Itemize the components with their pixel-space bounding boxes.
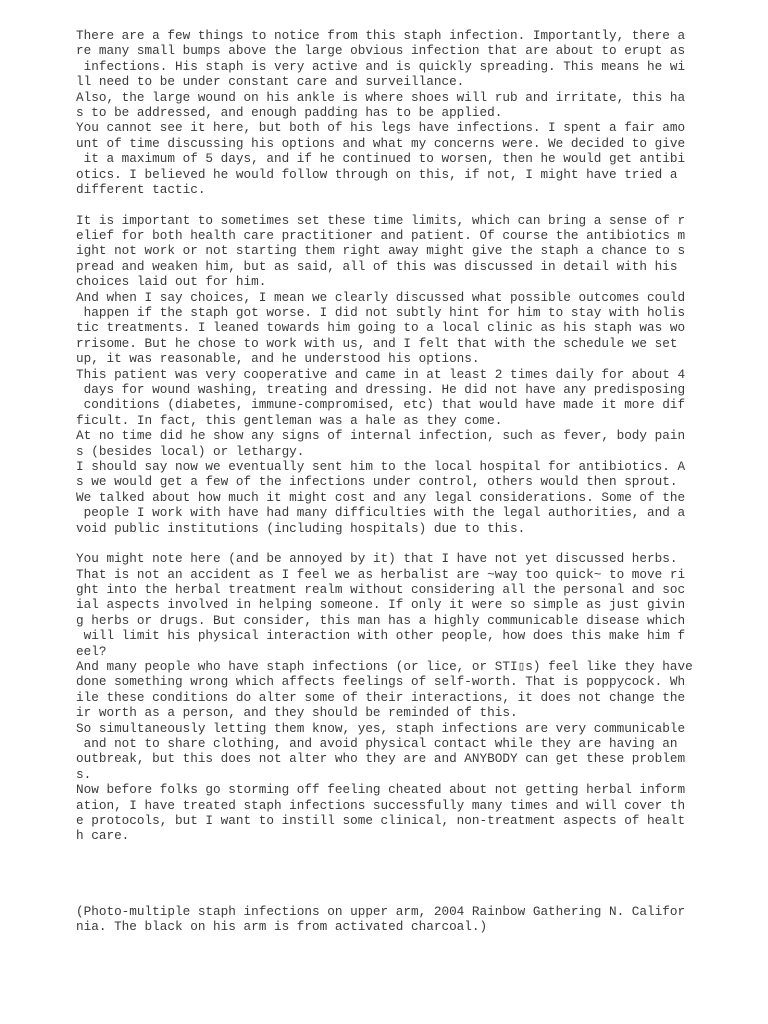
- text-line: I should say now we eventually sent him to the local hospital for antibiotics. A: [76, 458, 686, 474]
- paragraph-gap: [76, 536, 716, 551]
- text-line: Now before folks go storming off feeling cheated about not getting herbal inform: [76, 782, 686, 798]
- text-line: different tactic.: [76, 181, 206, 197]
- text-line: At no time did he show any signs of internal infection, such as fever, body pain: [76, 428, 686, 444]
- text-line: people I work with have had many difficulties with the legal authorities, and a: [76, 505, 686, 521]
- body-text: [76, 28, 716, 844]
- text-line: ght into the herbal treatment realm without considering all the personal and soc: [76, 582, 686, 598]
- text-line: happen if the staph got worse. I did not subtly hint for him to stay with holis: [76, 305, 686, 321]
- text-line: ation, I have treated staph infections successfully many times and will cover th: [76, 797, 686, 813]
- text-line: There are a few things to notice from this staph infection. Importantly, there a: [76, 28, 686, 43]
- text-line: And when I say choices, I mean we clearly discussed what possible outcomes could: [76, 289, 686, 305]
- text-line: done something wrong which affects feelings of self-worth. That is poppycock. Wh: [76, 674, 686, 690]
- text-line: s.: [76, 766, 92, 782]
- text-line: and not to share clothing, and avoid physical contact while they are having an: [76, 735, 678, 751]
- text-line: ight not work or not starting them right away might give the staph a chance to s: [76, 243, 686, 259]
- text-line: ial aspects involved in helping someone. If only it were so simple as just givin: [76, 597, 686, 613]
- text-line: ir worth as a person, and they should be reminded of this.: [76, 705, 518, 721]
- text-line: unt of time discussing his options and what my concerns were. We decided to give: [76, 135, 686, 151]
- caption-line: nia. The black on his arm is from activated charcoal.): [76, 919, 488, 935]
- text-line: g herbs or drugs. But consider, this man has a highly communicable disease which: [76, 612, 686, 628]
- text-line: You might note here (and be annoyed by it) that I have not yet discussed herbs.: [76, 551, 678, 567]
- text-line: Also, the large wound on his ankle is where shoes will rub and irritate, this ha: [76, 89, 686, 105]
- text-line: You cannot see it here, but both of his legs have infections. I spent a fair amo: [76, 120, 686, 136]
- text-line: elief for both health care practitioner and patient. Of course the antibiotics m: [76, 228, 686, 244]
- text-line: rrisome. But he chose to work with us, and I felt that with the schedule we set: [76, 335, 678, 351]
- text-line: days for wound washing, treating and dressing. He did not have any predisposing: [76, 381, 686, 397]
- photo-caption: [76, 904, 716, 935]
- text-line: otics. I believed he would follow through on this, if not, I might have tried a: [76, 166, 678, 182]
- text-line: void public institutions (including hospitals) due to this.: [76, 520, 526, 536]
- text-line: choices laid out for him.: [76, 274, 267, 290]
- text-line: e protocols, but I want to instill some clinical, non-treatment aspects of healt: [76, 812, 686, 828]
- paragraph-gap: [76, 197, 716, 212]
- text-line: So simultaneously letting them know, yes, staph infections are very communicable: [76, 720, 686, 736]
- text-line: it a maximum of 5 days, and if he continued to worsen, then he would get antibi: [76, 151, 686, 167]
- text-line: h care.: [76, 828, 130, 844]
- text-line: ile these conditions do alter some of their interactions, it does not change the: [76, 689, 686, 705]
- text-line: re many small bumps above the large obvious infection that are about to erupt as: [76, 43, 686, 59]
- text-line: We talked about how much it might cost and any legal considerations. Some of the: [76, 489, 686, 505]
- text-line: ficult. In fact, this gentleman was a hale as they come.: [76, 412, 503, 428]
- text-line: This patient was very cooperative and came in at least 2 times daily for about 4: [76, 366, 686, 382]
- text-line: ll need to be under constant care and surveillance.: [76, 74, 465, 90]
- text-line: eel?: [76, 643, 107, 659]
- text-line: And many people who have staph infections (or lice, or STI▯s) feel like they have: [76, 659, 693, 675]
- text-line: conditions (diabetes, immune-compromised, etc) that would have made it more dif: [76, 397, 686, 413]
- text-line: will limit his physical interaction with other people, how does this make him f: [76, 628, 686, 644]
- text-line: up, it was reasonable, and he understood his options.: [76, 351, 480, 367]
- text-line: It is important to sometimes set these time limits, which can bring a sense of r: [76, 212, 686, 228]
- text-line: s we would get a few of the infections under control, others would then sprout.: [76, 474, 678, 490]
- text-line: s (besides local) or lethargy.: [76, 443, 305, 459]
- text-line: That is not an accident as I feel we as herbalist are ~way too quick~ to move ri: [76, 566, 686, 582]
- text-line: outbreak, but this does not alter who they are and ANYBODY can get these problem: [76, 751, 686, 767]
- text-line: tic treatments. I leaned towards him going to a local clinic as his staph was wo: [76, 320, 686, 336]
- text-line: s to be addressed, and enough padding has to be applied.: [76, 104, 503, 120]
- text-line: infections. His staph is very active and is quickly spreading. This means he wi: [76, 58, 686, 74]
- caption-line: (Photo-multiple staph infections on upper arm, 2004 Rainbow Gathering N. Califor: [76, 904, 686, 919]
- text-line: pread and weaken him, but as said, all of this was discussed in detail with his: [76, 258, 678, 274]
